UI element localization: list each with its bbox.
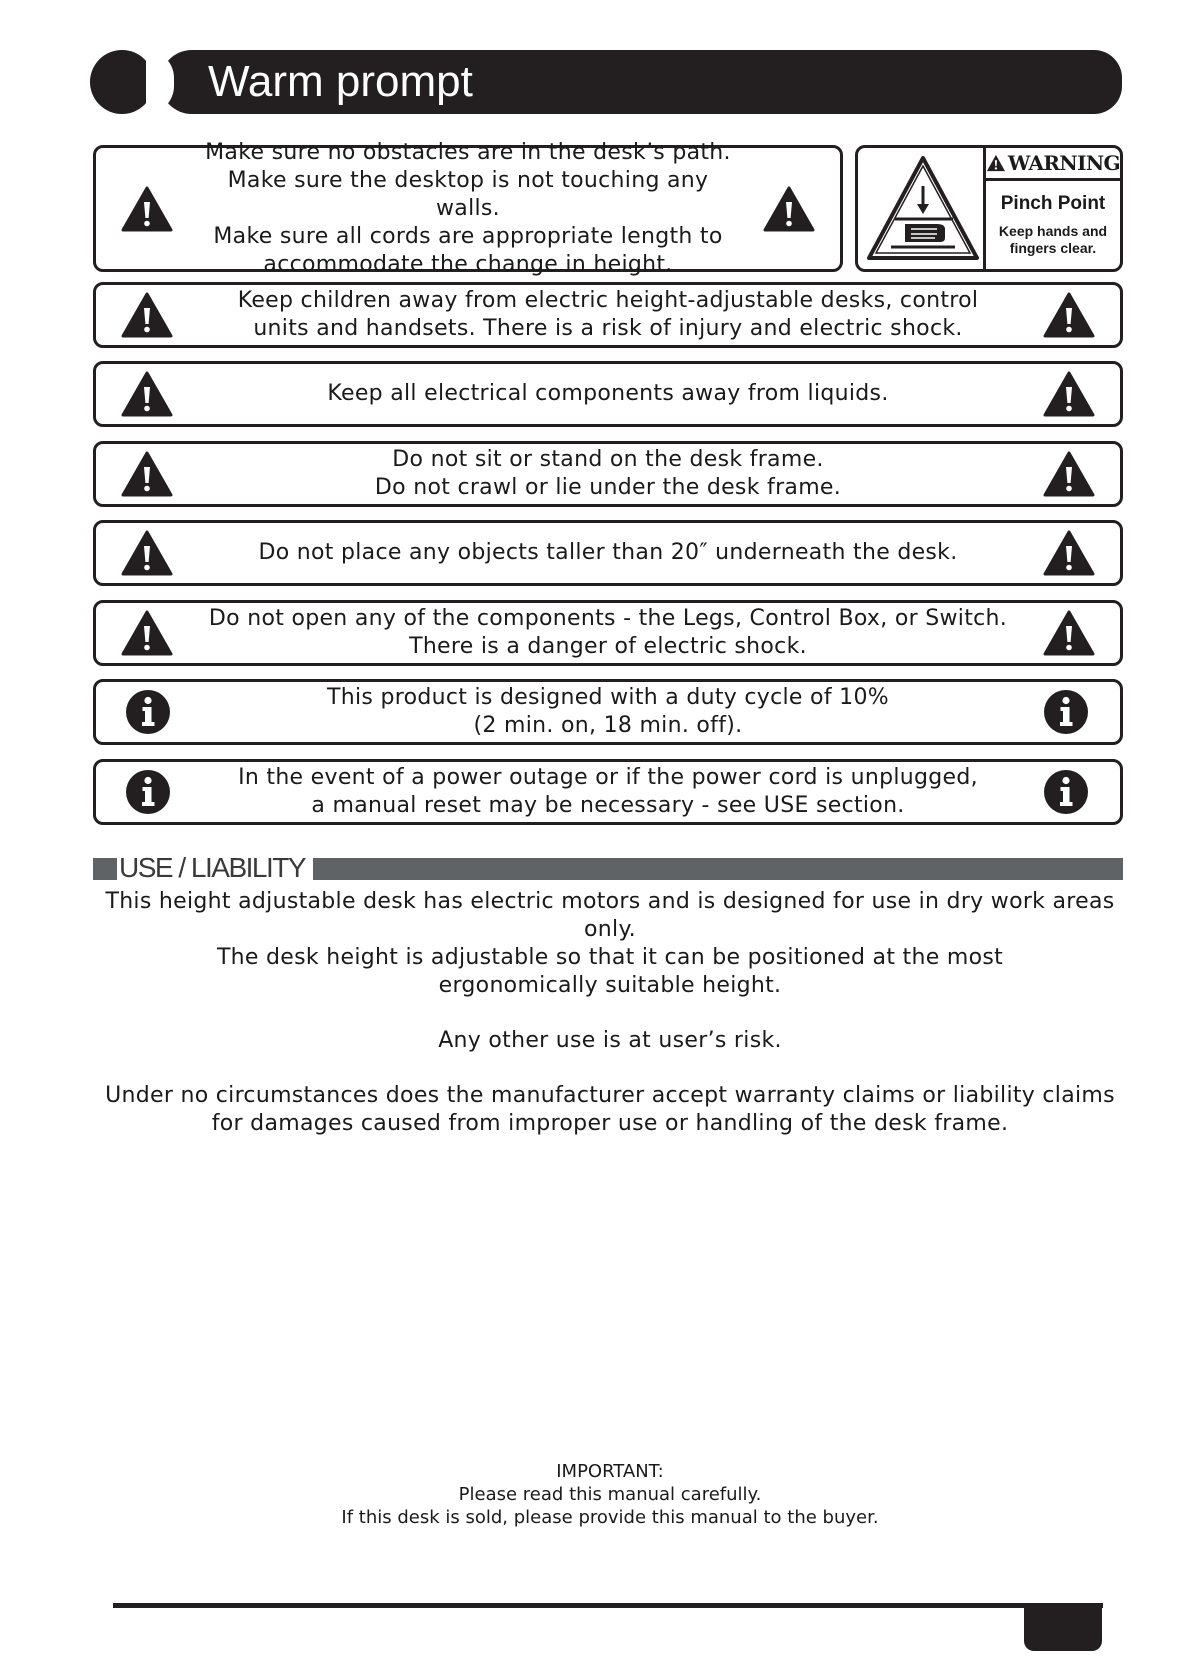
notice-line: This product is designed with a duty cycle of 10% bbox=[327, 685, 889, 710]
notice-line: There is a danger of electric shock. bbox=[409, 634, 807, 659]
notice-line: Do not crawl or lie under the desk frame. bbox=[374, 475, 842, 500]
notice-text bbox=[206, 285, 1010, 345]
warning-badge-text: WARNING bbox=[1007, 151, 1120, 175]
page-header bbox=[90, 50, 1122, 114]
use-paragraph-liability bbox=[90, 1082, 1130, 1138]
warning-triangle-icon bbox=[1043, 609, 1095, 657]
header-circle bbox=[90, 50, 154, 114]
notice-obstacles bbox=[93, 139, 843, 277]
notice-text bbox=[206, 762, 1010, 822]
notice-children bbox=[93, 282, 1123, 348]
warning-triangle-icon bbox=[1043, 450, 1095, 498]
warning-triangle-icon bbox=[121, 529, 173, 577]
notice-line: Make sure the desktop is not touching any walls. bbox=[227, 167, 709, 221]
use-paragraph-risk: Any other use is at user’s risk. bbox=[438, 1028, 782, 1053]
info-circle-icon bbox=[1042, 768, 1090, 816]
notice-duty-cycle bbox=[93, 679, 1123, 745]
notice-text bbox=[206, 444, 1010, 504]
paragraph-line: for damages caused from improper use or handling of the desk frame. bbox=[211, 1111, 1009, 1136]
section-title: USE / LIABILITY bbox=[119, 852, 306, 883]
paragraph-line: Under no circumstances does the manufacturer accept warranty claims or liability claims bbox=[105, 1083, 1115, 1108]
notice-text bbox=[196, 139, 740, 277]
notice-line: accommodate the change in height. bbox=[263, 251, 673, 277]
notice-sit-stand bbox=[93, 441, 1123, 507]
notice-line: Make sure no obstacles are in the desk’s path. bbox=[205, 139, 731, 165]
warning-badge bbox=[986, 148, 1120, 181]
important-line: If this desk is sold, please provide this manual to the buyer. bbox=[341, 1507, 879, 1528]
important-notice bbox=[200, 1460, 1020, 1529]
page-number-tab bbox=[1024, 1603, 1102, 1651]
page-title: Warm prompt bbox=[208, 57, 473, 106]
warning-triangle-icon bbox=[121, 291, 173, 339]
use-paragraph-dry-areas: This height adjustable desk has electric motors and is designed for use in dry work areas only. bbox=[105, 889, 1115, 942]
notice-liquids bbox=[93, 361, 1123, 427]
notice-line: In the event of a power outage or if the power cord is unplugged, bbox=[238, 765, 978, 790]
notice-line: Make sure all cords are appropriate length to bbox=[213, 223, 723, 249]
warning-triangle-icon bbox=[121, 370, 173, 418]
footer-rule bbox=[113, 1603, 1103, 1608]
pinch-point-warning-label bbox=[855, 145, 1123, 272]
notice-line: Keep children away from electric height-adjustable desks, control bbox=[237, 288, 979, 313]
important-line: Please read this manual carefully. bbox=[458, 1484, 762, 1505]
pinch-point-hand-icon bbox=[863, 152, 983, 266]
use-paragraph-adjustable bbox=[90, 944, 1130, 1000]
warning-triangle-icon bbox=[1043, 291, 1095, 339]
notice-line: a manual reset may be necessary - see USE section. bbox=[311, 793, 905, 818]
warning-small-icon bbox=[986, 153, 1006, 173]
notice-do-not-open bbox=[93, 600, 1123, 666]
warning-triangle-icon bbox=[1043, 529, 1095, 577]
warning-triangle-icon bbox=[121, 609, 173, 657]
use-liability-heading bbox=[93, 852, 1123, 882]
warning-triangle-icon bbox=[1043, 370, 1095, 418]
notice-text bbox=[206, 682, 1010, 742]
info-circle-icon bbox=[124, 688, 172, 736]
paragraph-line: ergonomically suitable height. bbox=[438, 973, 782, 998]
notice-line: Do not place any objects taller than 20″ underneath the desk. bbox=[258, 540, 958, 565]
pinch-point-instruction bbox=[986, 223, 1120, 257]
section-rule bbox=[313, 858, 1123, 880]
notice-line: Do not open any of the components - the Legs, Control Box, or Switch. bbox=[208, 606, 1008, 631]
notice-text bbox=[206, 364, 1010, 424]
notice-line: Do not sit or stand on the desk frame. bbox=[392, 447, 824, 472]
pinch-label-text-panel bbox=[986, 148, 1120, 269]
notice-line: Keep all electrical components away from liquids. bbox=[327, 381, 889, 406]
info-circle-icon bbox=[1042, 688, 1090, 736]
notice-text bbox=[206, 603, 1010, 663]
pinch-point-title: Pinch Point bbox=[1000, 193, 1106, 214]
info-circle-icon bbox=[124, 768, 172, 816]
instruction-line: fingers clear. bbox=[1009, 240, 1097, 256]
warning-triangle-icon bbox=[763, 185, 815, 233]
important-label: IMPORTANT: bbox=[556, 1461, 664, 1482]
notice-tall-objects bbox=[93, 520, 1123, 586]
paragraph-line: The desk height is adjustable so that it can be positioned at the most bbox=[216, 945, 1004, 970]
warning-triangle-icon bbox=[121, 450, 173, 498]
notice-line: (2 min. on, 18 min. off). bbox=[473, 713, 743, 738]
notice-text bbox=[206, 523, 1010, 583]
notice-line: units and handsets. There is a risk of injury and electric shock. bbox=[253, 316, 963, 341]
warning-triangle-icon bbox=[121, 185, 173, 233]
section-marker bbox=[93, 858, 117, 880]
instruction-line: Keep hands and bbox=[998, 223, 1108, 239]
notice-power-outage bbox=[93, 759, 1123, 825]
